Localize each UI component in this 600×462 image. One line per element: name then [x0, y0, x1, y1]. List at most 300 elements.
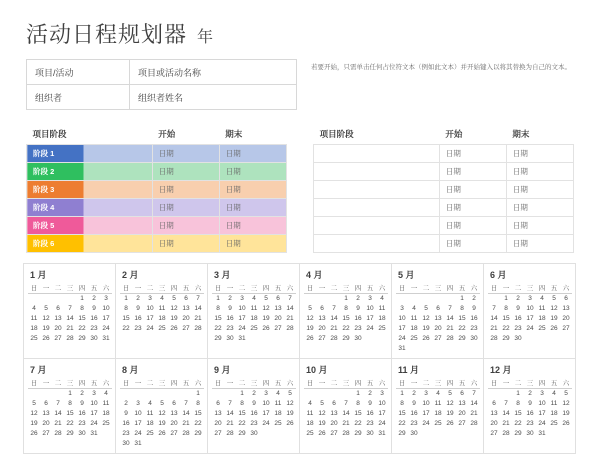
day-cell[interactable]: 1 — [504, 295, 508, 302]
day-cell[interactable]: 22 — [66, 420, 74, 427]
day-cell[interactable]: 16 — [250, 410, 258, 417]
day-cell[interactable]: 8 — [344, 305, 348, 312]
day-cell[interactable]: 3 — [368, 295, 372, 302]
day-cell[interactable]: 15 — [502, 315, 510, 322]
day-cell[interactable]: 11 — [30, 315, 38, 322]
day-cell[interactable]: 9 — [472, 305, 476, 312]
day-cell[interactable]: 25 — [102, 420, 110, 427]
day-cell[interactable]: 19 — [262, 315, 270, 322]
day-cell[interactable]: 16 — [226, 315, 234, 322]
day-cell[interactable]: 12 — [170, 305, 178, 312]
day-cell[interactable]: 29 — [514, 430, 522, 437]
day-cell[interactable]: 15 — [214, 315, 222, 322]
day-cell[interactable]: 29 — [342, 335, 350, 342]
day-cell[interactable]: 8 — [460, 305, 464, 312]
day-cell[interactable]: 21 — [490, 325, 498, 332]
phase-end-cell[interactable]: 日期 — [219, 163, 286, 181]
day-cell[interactable]: 21 — [330, 325, 338, 332]
day-cell[interactable]: 17 — [538, 410, 546, 417]
phase-name-cell-right[interactable] — [314, 163, 440, 181]
day-cell[interactable]: 3 — [92, 390, 96, 397]
day-cell[interactable]: 3 — [528, 295, 532, 302]
day-cell[interactable]: 10 — [366, 305, 374, 312]
day-cell[interactable]: 19 — [158, 420, 166, 427]
day-cell[interactable]: 13 — [214, 410, 222, 417]
day-cell[interactable]: 12 — [446, 400, 454, 407]
day-cell[interactable]: 13 — [434, 315, 442, 322]
day-cell[interactable]: 11 — [378, 305, 386, 312]
day-cell[interactable]: 27 — [458, 420, 466, 427]
day-cell[interactable]: 23 — [226, 325, 234, 332]
day-cell[interactable]: 15 — [194, 410, 202, 417]
day-cell[interactable]: 19 — [422, 325, 430, 332]
day-cell[interactable]: 4 — [436, 390, 440, 397]
phase-end-cell[interactable]: 日期 — [219, 145, 286, 163]
day-cell[interactable]: 10 — [378, 400, 386, 407]
day-cell[interactable]: 12 — [158, 410, 166, 417]
day-cell[interactable]: 22 — [78, 325, 86, 332]
day-cell[interactable]: 24 — [526, 325, 534, 332]
phase-start-cell-right[interactable]: 日期 — [439, 235, 506, 253]
day-cell[interactable]: 19 — [550, 315, 558, 322]
day-cell[interactable]: 12 — [262, 305, 270, 312]
day-cell[interactable]: 27 — [274, 325, 282, 332]
day-cell[interactable]: 26 — [42, 335, 50, 342]
phase-end-cell-right[interactable]: 日期 — [506, 163, 573, 181]
day-cell[interactable]: 1 — [356, 390, 360, 397]
day-cell[interactable]: 6 — [492, 400, 496, 407]
day-cell[interactable]: 2 — [136, 295, 140, 302]
day-cell[interactable]: 18 — [538, 315, 546, 322]
day-cell[interactable]: 17 — [398, 325, 406, 332]
day-cell[interactable]: 16 — [366, 410, 374, 417]
day-cell[interactable]: 21 — [446, 325, 454, 332]
day-cell[interactable]: 6 — [436, 305, 440, 312]
day-cell[interactable]: 9 — [136, 305, 140, 312]
day-cell[interactable]: 27 — [182, 325, 190, 332]
day-cell[interactable]: 27 — [54, 335, 62, 342]
day-cell[interactable]: 20 — [434, 325, 442, 332]
day-cell[interactable]: 16 — [78, 410, 86, 417]
day-cell[interactable]: 10 — [102, 305, 110, 312]
day-cell[interactable]: 7 — [288, 295, 292, 302]
day-cell[interactable]: 22 — [502, 325, 510, 332]
day-cell[interactable]: 30 — [78, 430, 86, 437]
day-cell[interactable]: 28 — [286, 325, 294, 332]
day-cell[interactable]: 25 — [30, 335, 38, 342]
day-cell[interactable]: 27 — [490, 430, 498, 437]
day-cell[interactable]: 28 — [446, 335, 454, 342]
day-cell[interactable]: 20 — [214, 420, 222, 427]
day-cell[interactable]: 22 — [122, 325, 130, 332]
day-cell[interactable]: 1 — [196, 390, 200, 397]
day-cell[interactable]: 18 — [250, 315, 258, 322]
day-cell[interactable]: 6 — [44, 400, 48, 407]
day-cell[interactable]: 31 — [238, 335, 246, 342]
phase-start-cell[interactable]: 日期 — [152, 235, 219, 253]
day-cell[interactable]: 1 — [516, 390, 520, 397]
day-cell[interactable]: 7 — [472, 390, 476, 397]
day-cell[interactable]: 25 — [550, 420, 558, 427]
day-cell[interactable]: 7 — [504, 400, 508, 407]
day-cell[interactable]: 29 — [78, 335, 86, 342]
day-cell[interactable]: 30 — [410, 430, 418, 437]
day-cell[interactable]: 23 — [470, 325, 478, 332]
phase-start-cell[interactable]: 日期 — [152, 163, 219, 181]
day-cell[interactable]: 25 — [306, 430, 314, 437]
day-cell[interactable]: 21 — [182, 420, 190, 427]
day-cell[interactable]: 28 — [182, 430, 190, 437]
day-cell[interactable]: 9 — [528, 400, 532, 407]
day-cell[interactable]: 7 — [492, 305, 496, 312]
day-cell[interactable]: 22 — [214, 325, 222, 332]
day-cell[interactable]: 18 — [306, 420, 314, 427]
day-cell[interactable]: 20 — [562, 315, 570, 322]
day-cell[interactable]: 17 — [526, 315, 534, 322]
day-cell[interactable]: 11 — [410, 315, 418, 322]
day-cell[interactable]: 16 — [470, 315, 478, 322]
day-cell[interactable]: 20 — [318, 325, 326, 332]
day-cell[interactable]: 12 — [42, 315, 50, 322]
day-cell[interactable]: 1 — [240, 390, 244, 397]
day-cell[interactable]: 11 — [550, 400, 558, 407]
day-cell[interactable]: 8 — [80, 305, 84, 312]
day-cell[interactable]: 21 — [66, 325, 74, 332]
day-cell[interactable]: 15 — [354, 410, 362, 417]
day-cell[interactable]: 12 — [306, 315, 314, 322]
day-cell[interactable]: 4 — [252, 295, 256, 302]
day-cell[interactable]: 1 — [400, 390, 404, 397]
day-cell[interactable]: 8 — [68, 400, 72, 407]
day-cell[interactable]: 23 — [366, 420, 374, 427]
day-cell[interactable]: 27 — [170, 430, 178, 437]
day-cell[interactable]: 14 — [446, 315, 454, 322]
day-cell[interactable]: 6 — [320, 305, 324, 312]
day-cell[interactable]: 6 — [172, 400, 176, 407]
day-cell[interactable]: 9 — [412, 400, 416, 407]
day-cell[interactable]: 5 — [160, 400, 164, 407]
day-cell[interactable]: 15 — [458, 315, 466, 322]
day-cell[interactable]: 27 — [330, 430, 338, 437]
day-cell[interactable]: 28 — [502, 430, 510, 437]
day-cell[interactable]: 26 — [306, 335, 314, 342]
day-cell[interactable]: 12 — [550, 305, 558, 312]
day-cell[interactable]: 2 — [368, 390, 372, 397]
day-cell[interactable]: 12 — [562, 400, 570, 407]
day-cell[interactable]: 30 — [354, 335, 362, 342]
phase-end-cell[interactable]: 日期 — [219, 235, 286, 253]
day-cell[interactable]: 22 — [398, 420, 406, 427]
day-cell[interactable]: 24 — [134, 430, 142, 437]
day-cell[interactable]: 14 — [226, 410, 234, 417]
day-cell[interactable]: 31 — [538, 430, 546, 437]
day-cell[interactable]: 21 — [470, 410, 478, 417]
day-cell[interactable]: 31 — [90, 430, 98, 437]
day-cell[interactable]: 27 — [214, 430, 222, 437]
day-cell[interactable]: 22 — [458, 325, 466, 332]
day-cell[interactable]: 8 — [216, 305, 220, 312]
day-cell[interactable]: 6 — [216, 400, 220, 407]
day-cell[interactable]: 30 — [526, 430, 534, 437]
day-cell[interactable]: 18 — [550, 410, 558, 417]
day-cell[interactable]: 22 — [342, 325, 350, 332]
day-cell[interactable]: 3 — [136, 400, 140, 407]
day-cell[interactable]: 11 — [306, 410, 314, 417]
day-cell[interactable]: 16 — [122, 420, 130, 427]
day-cell[interactable]: 15 — [66, 410, 74, 417]
day-cell[interactable]: 29 — [458, 335, 466, 342]
day-cell[interactable]: 21 — [54, 420, 62, 427]
day-cell[interactable]: 15 — [238, 410, 246, 417]
day-cell[interactable]: 25 — [410, 335, 418, 342]
day-cell[interactable]: 2 — [528, 390, 532, 397]
day-cell[interactable]: 19 — [30, 420, 38, 427]
day-cell[interactable]: 28 — [194, 325, 202, 332]
day-cell[interactable]: 24 — [366, 325, 374, 332]
day-cell[interactable]: 6 — [564, 295, 568, 302]
day-cell[interactable]: 10 — [262, 400, 270, 407]
day-cell[interactable]: 4 — [380, 295, 384, 302]
day-cell[interactable]: 8 — [124, 305, 128, 312]
phase-name-cell-right[interactable] — [314, 235, 440, 253]
day-cell[interactable]: 9 — [368, 400, 372, 407]
day-cell[interactable]: 16 — [354, 315, 362, 322]
day-cell[interactable]: 22 — [354, 420, 362, 427]
day-cell[interactable]: 3 — [400, 305, 404, 312]
day-cell[interactable]: 17 — [378, 410, 386, 417]
day-cell[interactable]: 17 — [262, 410, 270, 417]
day-cell[interactable]: 1 — [124, 295, 128, 302]
day-cell[interactable]: 20 — [330, 420, 338, 427]
phase-start-cell[interactable]: 日期 — [152, 145, 219, 163]
day-cell[interactable]: 25 — [434, 420, 442, 427]
day-cell[interactable]: 5 — [564, 390, 568, 397]
day-cell[interactable]: 14 — [182, 410, 190, 417]
day-cell[interactable]: 22 — [238, 420, 246, 427]
day-cell[interactable]: 19 — [562, 410, 570, 417]
day-cell[interactable]: 14 — [470, 400, 478, 407]
day-cell[interactable]: 30 — [470, 335, 478, 342]
day-cell[interactable]: 6 — [460, 390, 464, 397]
day-cell[interactable]: 24 — [422, 420, 430, 427]
day-cell[interactable]: 13 — [170, 410, 178, 417]
day-cell[interactable]: 28 — [66, 335, 74, 342]
day-cell[interactable]: 19 — [286, 410, 294, 417]
day-cell[interactable]: 30 — [90, 335, 98, 342]
day-cell[interactable]: 13 — [54, 315, 62, 322]
day-cell[interactable]: 7 — [332, 305, 336, 312]
day-cell[interactable]: 3 — [424, 390, 428, 397]
phase-name-cell[interactable]: 阶段 6 — [27, 235, 153, 253]
day-cell[interactable]: 27 — [562, 325, 570, 332]
day-cell[interactable]: 21 — [226, 420, 234, 427]
day-cell[interactable]: 9 — [356, 305, 360, 312]
day-cell[interactable]: 23 — [410, 420, 418, 427]
day-cell[interactable]: 24 — [378, 420, 386, 427]
day-cell[interactable]: 27 — [42, 430, 50, 437]
day-cell[interactable]: 24 — [90, 420, 98, 427]
day-cell[interactable]: 25 — [538, 325, 546, 332]
info-value-organizer[interactable]: 组织者姓名 — [130, 85, 297, 110]
day-cell[interactable]: 3 — [148, 295, 152, 302]
day-cell[interactable]: 29 — [354, 430, 362, 437]
phase-start-cell[interactable]: 日期 — [152, 217, 219, 235]
day-cell[interactable]: 18 — [378, 315, 386, 322]
day-cell[interactable]: 29 — [194, 430, 202, 437]
day-cell[interactable]: 10 — [422, 400, 430, 407]
day-cell[interactable]: 24 — [102, 325, 110, 332]
day-cell[interactable]: 19 — [42, 325, 50, 332]
day-cell[interactable]: 17 — [102, 315, 110, 322]
day-cell[interactable]: 2 — [228, 295, 232, 302]
day-cell[interactable]: 10 — [538, 400, 546, 407]
day-cell[interactable]: 31 — [134, 440, 142, 447]
day-cell[interactable]: 20 — [170, 420, 178, 427]
day-cell[interactable]: 21 — [194, 315, 202, 322]
day-cell[interactable]: 26 — [170, 325, 178, 332]
day-cell[interactable]: 29 — [238, 430, 246, 437]
phase-end-cell-right[interactable]: 日期 — [506, 199, 573, 217]
day-cell[interactable]: 26 — [30, 430, 38, 437]
day-cell[interactable]: 3 — [240, 295, 244, 302]
phase-name-cell[interactable]: 阶段 5 — [27, 217, 153, 235]
day-cell[interactable]: 2 — [92, 295, 96, 302]
phase-end-cell[interactable]: 日期 — [219, 217, 286, 235]
phase-name-cell[interactable]: 阶段 4 — [27, 199, 153, 217]
day-cell[interactable]: 26 — [286, 420, 294, 427]
day-cell[interactable]: 16 — [410, 410, 418, 417]
day-cell[interactable]: 21 — [502, 420, 510, 427]
day-cell[interactable]: 4 — [412, 305, 416, 312]
day-cell[interactable]: 30 — [226, 335, 234, 342]
day-cell[interactable]: 17 — [422, 410, 430, 417]
day-cell[interactable]: 3 — [264, 390, 268, 397]
day-cell[interactable]: 25 — [158, 325, 166, 332]
day-cell[interactable]: 12 — [422, 315, 430, 322]
day-cell[interactable]: 15 — [398, 410, 406, 417]
day-cell[interactable]: 11 — [538, 305, 546, 312]
day-cell[interactable]: 2 — [252, 390, 256, 397]
day-cell[interactable]: 2 — [124, 400, 128, 407]
day-cell[interactable]: 30 — [514, 335, 522, 342]
day-cell[interactable]: 18 — [434, 410, 442, 417]
day-cell[interactable]: 5 — [552, 295, 556, 302]
phase-start-cell-right[interactable]: 日期 — [439, 145, 506, 163]
day-cell[interactable]: 14 — [330, 315, 338, 322]
day-cell[interactable]: 14 — [490, 315, 498, 322]
day-cell[interactable]: 30 — [366, 430, 374, 437]
day-cell[interactable]: 11 — [274, 400, 282, 407]
day-cell[interactable]: 1 — [80, 295, 84, 302]
day-cell[interactable]: 14 — [54, 410, 62, 417]
day-cell[interactable]: 10 — [90, 400, 98, 407]
day-cell[interactable]: 21 — [342, 420, 350, 427]
day-cell[interactable]: 26 — [550, 325, 558, 332]
day-cell[interactable]: 12 — [30, 410, 38, 417]
day-cell[interactable]: 31 — [398, 345, 406, 352]
day-cell[interactable]: 3 — [104, 295, 108, 302]
day-cell[interactable]: 18 — [30, 325, 38, 332]
day-cell[interactable]: 21 — [286, 315, 294, 322]
day-cell[interactable]: 5 — [264, 295, 268, 302]
day-cell[interactable]: 7 — [56, 400, 60, 407]
day-cell[interactable]: 11 — [158, 305, 166, 312]
day-cell[interactable]: 9 — [80, 400, 84, 407]
day-cell[interactable]: 11 — [434, 400, 442, 407]
day-cell[interactable]: 13 — [330, 410, 338, 417]
phase-end-cell[interactable]: 日期 — [219, 181, 286, 199]
phase-start-cell[interactable]: 日期 — [152, 181, 219, 199]
day-cell[interactable]: 14 — [286, 305, 294, 312]
day-cell[interactable]: 20 — [458, 410, 466, 417]
day-cell[interactable]: 19 — [318, 420, 326, 427]
day-cell[interactable]: 15 — [342, 315, 350, 322]
day-cell[interactable]: 25 — [250, 325, 258, 332]
day-cell[interactable]: 9 — [252, 400, 256, 407]
day-cell[interactable]: 11 — [250, 305, 258, 312]
day-cell[interactable]: 6 — [276, 295, 280, 302]
day-cell[interactable]: 24 — [146, 325, 154, 332]
day-cell[interactable]: 6 — [56, 305, 60, 312]
day-cell[interactable]: 31 — [378, 430, 386, 437]
day-cell[interactable]: 26 — [262, 325, 270, 332]
day-cell[interactable]: 16 — [90, 315, 98, 322]
day-cell[interactable]: 4 — [308, 400, 312, 407]
day-cell[interactable]: 23 — [122, 430, 130, 437]
day-cell[interactable]: 2 — [472, 295, 476, 302]
day-cell[interactable]: 22 — [194, 420, 202, 427]
phase-end-cell[interactable]: 日期 — [219, 199, 286, 217]
day-cell[interactable]: 23 — [526, 420, 534, 427]
day-cell[interactable]: 10 — [146, 305, 154, 312]
day-cell[interactable]: 29 — [214, 335, 222, 342]
day-cell[interactable]: 20 — [182, 315, 190, 322]
day-cell[interactable]: 6 — [332, 400, 336, 407]
day-cell[interactable]: 5 — [172, 295, 176, 302]
day-cell[interactable]: 16 — [134, 315, 142, 322]
day-cell[interactable]: 23 — [78, 420, 86, 427]
phase-name-cell-right[interactable] — [314, 145, 440, 163]
day-cell[interactable]: 2 — [516, 295, 520, 302]
day-cell[interactable]: 25 — [378, 325, 386, 332]
phase-name-cell[interactable]: 阶段 2 — [27, 163, 153, 181]
day-cell[interactable]: 7 — [344, 400, 348, 407]
day-cell[interactable]: 5 — [32, 400, 36, 407]
day-cell[interactable]: 5 — [308, 305, 312, 312]
day-cell[interactable]: 8 — [504, 305, 508, 312]
day-cell[interactable]: 8 — [516, 400, 520, 407]
day-cell[interactable]: 7 — [184, 400, 188, 407]
day-cell[interactable]: 24 — [262, 420, 270, 427]
day-cell[interactable]: 1 — [68, 390, 72, 397]
day-cell[interactable]: 4 — [160, 295, 164, 302]
day-cell[interactable]: 26 — [422, 335, 430, 342]
day-cell[interactable]: 30 — [250, 430, 258, 437]
phase-end-cell-right[interactable]: 日期 — [506, 235, 573, 253]
day-cell[interactable]: 26 — [318, 430, 326, 437]
day-cell[interactable]: 25 — [274, 420, 282, 427]
day-cell[interactable]: 14 — [66, 315, 74, 322]
phase-start-cell-right[interactable]: 日期 — [439, 163, 506, 181]
day-cell[interactable]: 1 — [216, 295, 220, 302]
day-cell[interactable]: 14 — [342, 410, 350, 417]
day-cell[interactable]: 8 — [240, 400, 244, 407]
day-cell[interactable]: 26 — [158, 430, 166, 437]
day-cell[interactable]: 7 — [228, 400, 232, 407]
day-cell[interactable]: 3 — [540, 390, 544, 397]
day-cell[interactable]: 25 — [146, 430, 154, 437]
day-cell[interactable]: 13 — [318, 315, 326, 322]
